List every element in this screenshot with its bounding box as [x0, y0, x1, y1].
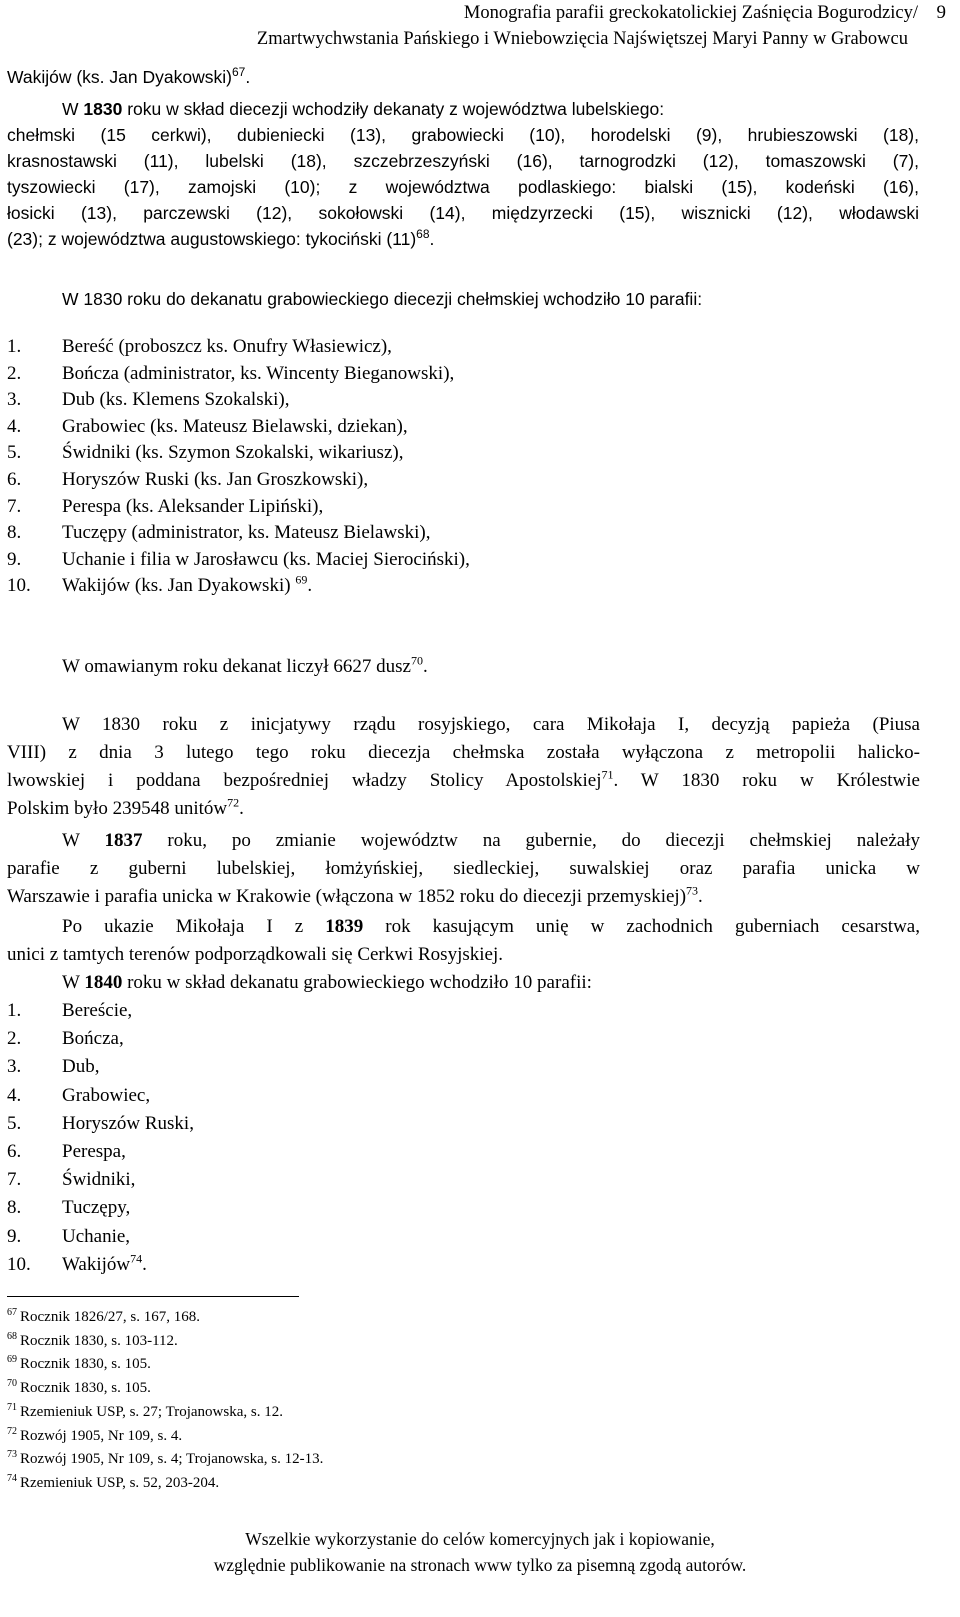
- parish-1840-number: 5.: [7, 1112, 22, 1134]
- p2-line-2: chełmski (15 cerkwi), dubieniecki (13), grabowiecki (10), horodelski (9), hrubieszowski (18),: [7, 125, 919, 145]
- footer-line-1: Wszelkie wykorzystanie do celów komercyjnych jak i kopiowanie,: [245, 1529, 715, 1549]
- footnote-74: [7, 1473, 219, 1493]
- parish-1840-item: [62, 1139, 126, 1165]
- parish-1830-text: Dub (ks. Klemens Szokalski),: [62, 389, 290, 411]
- parish-1830-text: Świdniki (ks. Szymon Szokalski, wikariusz),: [62, 442, 404, 464]
- p6-text: roku, po zmianie województw na gubernie, do diecezji chełmskiej należały: [142, 830, 920, 851]
- p5-line-2: VIII) z dnia 3 lutego tego roku diecezja chełmska została wyłączona z metropolii halicko-: [7, 742, 920, 763]
- parish-1830-item: [62, 547, 470, 573]
- parish-1840-item: [62, 1224, 130, 1250]
- footnote-number: 74: [7, 1472, 17, 1484]
- footnote-69: [7, 1354, 151, 1374]
- parish-1830-number: 5.: [7, 442, 22, 464]
- parish-1830-number: 4.: [7, 415, 22, 437]
- parish-1830-number: 8.: [7, 522, 22, 544]
- page-number: 9: [936, 2, 946, 23]
- footnote-number: 70: [7, 1378, 17, 1390]
- p2-line-1: [62, 96, 664, 122]
- p8-text: roku w skład dekanatu grabowieckiego wchodziło 10 parafii:: [122, 972, 592, 993]
- footnote-ref-69: 69: [295, 573, 308, 588]
- parish-1840-text: Dub,: [62, 1056, 100, 1078]
- p2-text: .: [429, 229, 435, 249]
- p2-text: W: [62, 99, 84, 119]
- parish-1830-text: Grabowiec (ks. Mateusz Bielawski, dziekan),: [62, 415, 408, 437]
- parish-1830-text: Wakijów (ks. Jan Dyakowski): [62, 575, 296, 597]
- parish-1830-item: [62, 387, 289, 413]
- p5-line-1: W 1830 roku z inicjatywy rządu rosyjskiego, cara Mikołaja I, decyzją papieża (Piusa: [62, 714, 920, 735]
- p6-line-2: parafie z guberni lubelskiej, łomżyńskiej, siedleckiej, suwalskiej oraz parafia unicka w: [7, 858, 920, 879]
- continuation-text: Wakijów (ks. Jan Dyakowski): [7, 67, 232, 87]
- parish-1830-number: 9.: [7, 548, 22, 570]
- parish-1830-text: Bończa (administrator, ks. Wincenty Bieganowski),: [62, 362, 455, 384]
- parish-1830-text: Uchanie i filia w Jarosławcu (ks. Maciej Sierociński),: [62, 548, 470, 570]
- p2-line-6: [7, 226, 434, 252]
- p5-line-3: [7, 768, 920, 794]
- parish-1840-item: [62, 1054, 99, 1080]
- p6-text: W: [62, 830, 105, 851]
- parish-1830-number: 7.: [7, 495, 22, 517]
- header-title-line-2: Zmartwychwstania Pańskiego i Wniebowzięcia Najświętszej Maryi Panny w Grabowcu: [256, 29, 908, 49]
- parish-1830-end: .: [307, 575, 313, 597]
- p5-text: . W 1830 roku w Królestwie: [613, 770, 920, 791]
- p6-text: Warszawie i parafia unicka w Krakowie (włączona w 1852 roku do diecezji przemyskiej): [7, 886, 687, 907]
- footnote-text: Rocznik 1826/27, s. 167, 168.: [20, 1309, 200, 1325]
- parish-1830-item: [62, 334, 392, 360]
- footnote-70: [7, 1378, 151, 1398]
- footnote-number: 67: [7, 1307, 17, 1318]
- parish-1840-item: [62, 1111, 194, 1137]
- footnote-ref-72: 72: [227, 795, 240, 810]
- parish-1840-number: 1.: [7, 1000, 22, 1021]
- footnote-72: [7, 1426, 182, 1446]
- parish-1840-item: [62, 1195, 130, 1221]
- parish-1840-number: 6.: [7, 1141, 22, 1162]
- footnote-text: Rocznik 1830, s. 105.: [20, 1356, 151, 1373]
- p2-line-3: krasnostawski (11), lubelski (18), szczebrzeszyński (16), tarnogrodzki (12), tomaszowski (7),: [7, 151, 919, 171]
- parish-1830-item: [62, 361, 454, 387]
- p3-line: W 1830 roku do dekanatu grabowieckiego diecezji chełmskiej wchodziło 10 parafii:: [62, 289, 703, 309]
- p4-text: W omawianym roku dekanat liczył 6627 dusz: [62, 656, 411, 677]
- parish-1830-number: 10.: [7, 575, 31, 597]
- continuation-end: .: [245, 67, 251, 87]
- parish-1830-number: 3.: [7, 389, 22, 411]
- p2-text: (23); z województwa augustowskiego: tykociński (11): [7, 229, 417, 249]
- continuation-line: [7, 64, 250, 90]
- parish-1840-text: Grabowiec,: [62, 1084, 151, 1106]
- p6-line-1: [62, 828, 920, 854]
- p7-line-1: [62, 914, 920, 940]
- parish-1830-item: [62, 494, 323, 520]
- parish-1840-text: Tuczępy,: [62, 1197, 131, 1219]
- parish-1840-number: 8.: [7, 1197, 22, 1219]
- p5-text: Polskim było 239548 unitów: [7, 798, 228, 819]
- parish-1840-number: 7.: [7, 1169, 22, 1191]
- p2-line-5: łosicki (13), parczewski (12), sokołowski (14), międzyrzecki (15), wisznicki (12), włodawski: [7, 203, 919, 223]
- p5-text: lwowskiej i poddana bezpośredniej władzy Stolicy Apostolskiej: [7, 770, 602, 791]
- parish-1830-item: [62, 440, 403, 466]
- footnote-number: 71: [7, 1401, 17, 1413]
- footnote-separator: [7, 1296, 299, 1297]
- parish-1840-item: [62, 1167, 135, 1193]
- year-1839: 1839: [325, 916, 364, 937]
- parish-1830-number: 6.: [7, 469, 22, 490]
- footnote-ref-70: 70: [410, 653, 423, 668]
- footnote-number: 73: [7, 1449, 17, 1461]
- p2-line-4: tyszowiecki (17), zamojski (10); z województwa podlaskiego: bialski (15), kodeński (16),: [7, 177, 919, 197]
- footnote-number: 72: [7, 1425, 17, 1437]
- p6-line-3: [7, 884, 703, 910]
- parish-1840-number: 3.: [7, 1056, 22, 1078]
- year-1837: 1837: [104, 830, 143, 851]
- footnote-71: [7, 1402, 283, 1422]
- parish-1840-number: 9.: [7, 1225, 22, 1247]
- parish-1830-text: Bereść (proboszcz ks. Onufry Własiewicz),: [62, 336, 392, 357]
- parish-1840-number: 4.: [7, 1084, 22, 1106]
- parish-1840-text: Bereście,: [62, 1000, 133, 1021]
- footnote-67: [7, 1307, 200, 1327]
- parish-1840-item: [62, 998, 132, 1024]
- parish-1840-end: .: [142, 1253, 147, 1275]
- footnote-73: [7, 1449, 323, 1469]
- footnote-text: Rocznik 1830, s. 103-112.: [20, 1332, 178, 1349]
- parish-1840-item: [62, 1252, 147, 1278]
- footnote-ref-67: 67: [231, 65, 246, 80]
- p8-text: W: [62, 972, 85, 993]
- p7-text: rok kasującym unię w zachodnich guberniach cesarstwa,: [363, 916, 920, 937]
- year-1830: 1830: [83, 99, 123, 119]
- p4-text: .: [422, 656, 428, 677]
- footnote-ref-71: 71: [601, 767, 614, 782]
- p8-line: [62, 970, 592, 996]
- footnote-68: [7, 1331, 178, 1351]
- footnote-number: 69: [7, 1354, 17, 1366]
- footnote-ref-74: 74: [130, 1251, 143, 1266]
- p5-line-4: [7, 796, 244, 822]
- p4-line: [62, 654, 428, 680]
- parish-1840-text: Perespa,: [62, 1141, 126, 1162]
- parish-1830-number: 1.: [7, 336, 22, 357]
- parish-1840-text: Uchanie,: [62, 1225, 131, 1247]
- parish-1830-text: Tuczępy (administrator, ks. Mateusz Bielawski),: [62, 522, 431, 544]
- parish-1830-item: [62, 520, 430, 546]
- parish-1830-text: Perespa (ks. Aleksander Lipiński),: [62, 495, 324, 517]
- parish-1830-number: 2.: [7, 362, 22, 384]
- parish-1840-item: [62, 1083, 150, 1109]
- parish-1830-text: Horyszów Ruski (ks. Jan Groszkowski),: [62, 469, 369, 490]
- parish-1840-number: 2.: [7, 1028, 22, 1050]
- p5-text: .: [239, 798, 244, 819]
- parish-1840-text: Świdniki,: [62, 1169, 136, 1191]
- footnote-number: 68: [7, 1330, 17, 1342]
- p6-text: .: [698, 886, 703, 907]
- footer-line-2: względnie publikowanie na stronach www tylko za pisemną zgodą autorów.: [213, 1555, 747, 1575]
- footnote-ref-73: 73: [686, 883, 699, 898]
- footnote-text: Rzemieniuk USP, s. 52, 203-204.: [20, 1474, 220, 1491]
- footnote-ref-68: 68: [416, 227, 430, 242]
- header-title-line-1: Monografia parafii greckokatolickiej Zaśnięcia Bogurodzicy/: [463, 3, 918, 23]
- footnote-text: Rocznik 1830, s. 105.: [20, 1380, 151, 1397]
- parish-1840-text: Horyszów Ruski,: [62, 1112, 194, 1134]
- footnote-text: Rozwój 1905, Nr 109, s. 4.: [20, 1427, 183, 1444]
- parish-1830-item: [62, 467, 368, 493]
- parish-1840-text: Wakijów: [62, 1253, 131, 1275]
- footnote-text: Rozwój 1905, Nr 109, s. 4; Trojanowska, s. 12-13.: [20, 1451, 324, 1468]
- parish-1830-item: [62, 414, 408, 440]
- p2-text: roku w skład diecezji wchodziły dekanaty z województwa lubelskiego:: [122, 99, 665, 119]
- parish-1830-item: [62, 573, 312, 599]
- footnote-text: Rzemieniuk USP, s. 27; Trojanowska, s. 12.: [20, 1403, 283, 1420]
- parish-1840-number: 10.: [7, 1253, 31, 1275]
- parish-1840-item: [62, 1026, 124, 1052]
- p7-text: Po ukazie Mikołaja I z: [62, 916, 326, 937]
- parish-1840-text: Bończa,: [62, 1028, 124, 1050]
- year-1840: 1840: [84, 972, 123, 993]
- p7-line-2: unici z tamtych terenów podporządkowali się Cerkwi Rosyjskiej.: [7, 944, 503, 965]
